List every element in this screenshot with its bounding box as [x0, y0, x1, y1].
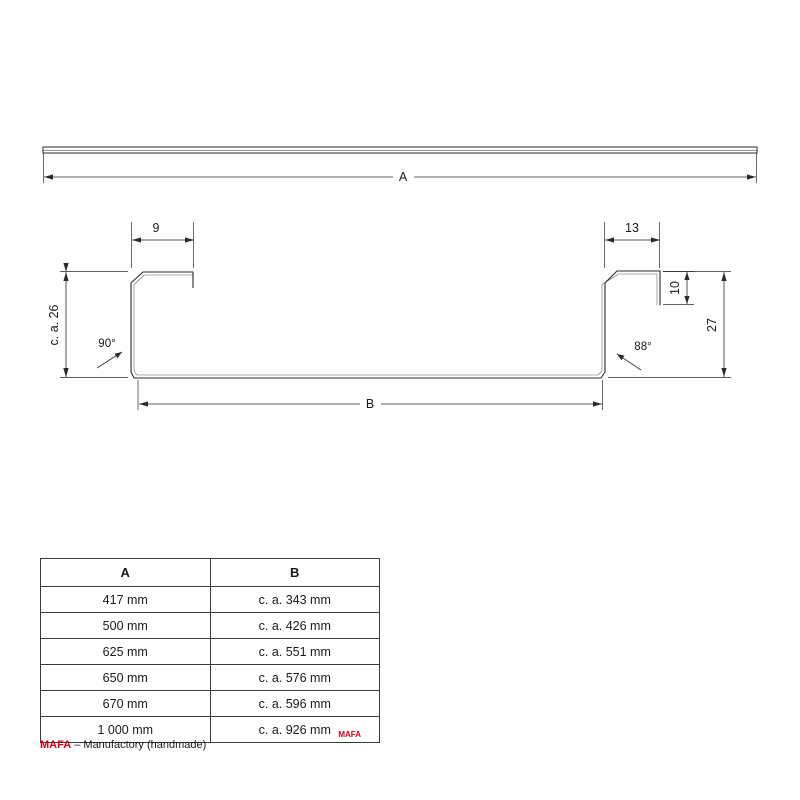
dimension-left-flange-label: 9	[152, 221, 160, 235]
footnote-text: – Manufactory (handmade)	[71, 739, 207, 751]
cell-a: 417 mm	[41, 587, 211, 613]
angle-left	[97, 338, 122, 368]
table-header-b: B	[210, 559, 380, 587]
top-view-profile	[43, 147, 757, 153]
dimension-left-height	[47, 272, 128, 378]
cell-a: 1 000 mm	[41, 717, 211, 743]
cell-b	[210, 717, 380, 743]
table-row	[41, 665, 380, 691]
cell-a: 500 mm	[41, 613, 211, 639]
dimension-a-label: A	[398, 170, 408, 184]
footnote	[40, 739, 206, 751]
dimension-b	[138, 380, 603, 411]
cell-a: 650 mm	[41, 665, 211, 691]
dimension-right-height-label: 27	[705, 318, 719, 332]
cell-b: c. a. 551 mm	[210, 639, 380, 665]
spec-table	[40, 558, 380, 743]
cell-a: 625 mm	[41, 639, 211, 665]
cell-b: c. a. 576 mm	[210, 665, 380, 691]
table-row	[41, 587, 380, 613]
cell-b: c. a. 426 mm	[210, 613, 380, 639]
cell-a: 670 mm	[41, 691, 211, 717]
cell-b: c. a. 596 mm	[210, 691, 380, 717]
spec-table-container	[40, 558, 380, 743]
cell-b-text: c. a. 926 mm	[258, 722, 331, 737]
table-header-row	[41, 559, 380, 587]
dimension-left-height-label: c. a. 26	[47, 304, 61, 346]
table-header-a: A	[41, 559, 211, 587]
section-profile	[131, 271, 660, 378]
footnote-brand: MAFA	[40, 739, 72, 751]
dimension-a	[44, 170, 756, 184]
cell-b: c. a. 343 mm	[210, 587, 380, 613]
mafa-watermark: MAFA	[338, 730, 361, 739]
table-row	[41, 639, 380, 665]
dimension-right-flange	[605, 221, 661, 268]
dimension-right-flange-label: 13	[625, 221, 639, 235]
dimension-b-label: B	[365, 397, 375, 411]
angle-right	[617, 341, 652, 370]
angle-right-label: 88°	[634, 341, 652, 353]
dimension-right-lip	[663, 272, 694, 305]
angle-left-label: 90°	[98, 338, 116, 350]
table-row	[41, 613, 380, 639]
table-row	[41, 691, 380, 717]
dimension-left-flange	[132, 221, 195, 268]
dimension-right-lip-label: 10	[668, 281, 682, 295]
